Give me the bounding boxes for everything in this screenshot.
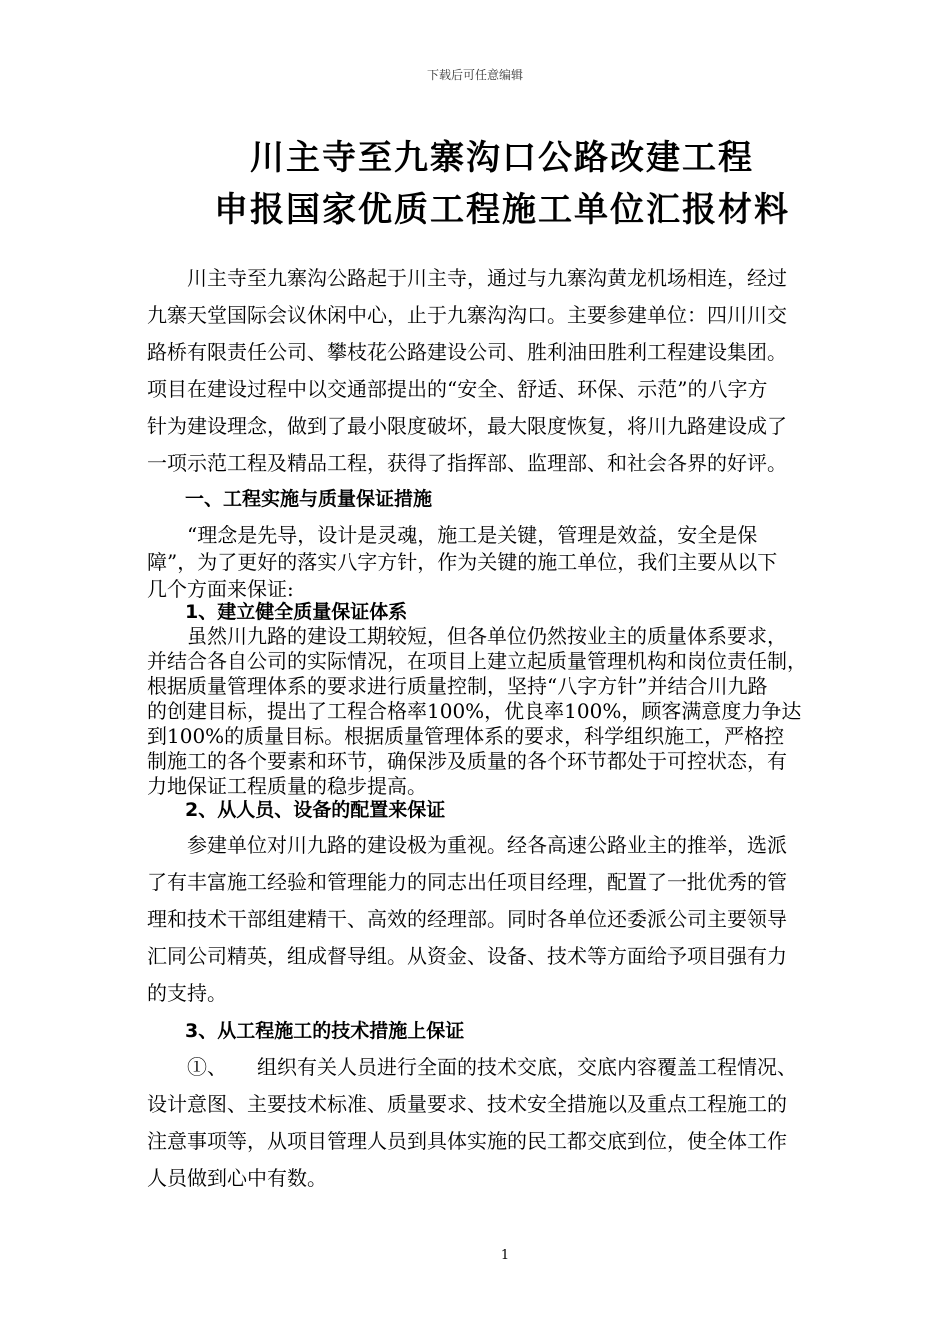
body-line: 理和技术干部组建精干、高效的经理部。同时各单位还委派公司主要领导: [147, 907, 787, 931]
subsection-heading: 2、从人员、设备的配置来保证: [147, 799, 446, 821]
body-line: 几个方面来保证:: [147, 577, 294, 601]
body-line: 汇同公司精英，组成督导组。从资金、设备、技术等方面给予项目强有力: [147, 944, 787, 968]
body-line: 参建单位对川九路的建设极为重视。经各高速公路业主的推举，选派: [147, 833, 787, 857]
body-line: 制施工的各个要素和环节，确保涉及质量的各个环节都处于可控状态，有: [147, 749, 787, 773]
body-line: 项目在建设过程中以交通部提出的“安全、舒适、环保、示范”的八字方: [147, 377, 768, 401]
body-line: 障”，为了更好的落实八字方针，作为关键的施工单位，我们主要从以下: [147, 550, 778, 574]
page-number: 1: [500, 1248, 510, 1263]
section-heading: 一、工程实施与质量保证措施: [147, 488, 433, 510]
body-line: ①、 组织有关人员进行全面的技术交底，交底内容覆盖工程情况、: [147, 1055, 797, 1079]
body-line: 虽然川九路的建设工期较短，但各单位仍然按业主的质量体系要求，: [147, 624, 787, 648]
document-title-line-1: 川主寺至九寨沟口公路改建工程: [250, 138, 754, 178]
body-line: 的创建目标，提出了工程合格率100%，优良率100%，顾客满意度力争达: [147, 699, 802, 723]
body-line: 了有丰富施工经验和管理能力的同志出任项目经理，配置了一批优秀的管: [147, 870, 787, 894]
body-line: 针为建设理念，做到了最小限度破坏，最大限度恢复，将川九路建设成了: [147, 414, 787, 438]
subsection-heading: 3、从工程施工的技术措施上保证: [147, 1020, 465, 1042]
body-line: 川主寺至九寨沟公路起于川主寺，通过与九寨沟黄龙机场相连，经过: [147, 266, 787, 290]
header-note: 下载后可任意编辑: [426, 68, 523, 82]
body-line: 一项示范工程及精品工程，获得了指挥部、监理部、和社会各界的好评。: [147, 451, 787, 475]
body-line: 人员做到心中有数。: [147, 1166, 327, 1190]
body-line: 到100%的质量目标。根据质量管理体系的要求，科学组织施工，严格控: [147, 724, 785, 748]
body-line: 并结合各自公司的实际情况，在项目上建立起质量管理机构和岗位责任制，: [147, 649, 807, 673]
body-line: 的支持。: [147, 981, 227, 1005]
body-line: 力地保证工程质量的稳步提高。: [147, 774, 427, 798]
body-line: 九寨天堂国际会议休闲中心，止于九寨沟沟口。主要参建单位：四川川交: [147, 303, 787, 327]
document-title-line-2: 申报国家优质工程施工单位汇报材料: [214, 190, 790, 230]
body-line: 路桥有限责任公司、攀枝花公路建设公司、胜利油田胜利工程建设集团。: [147, 340, 787, 364]
body-line: 注意事项等，从项目管理人员到具体实施的民工都交底到位，使全体工作: [147, 1129, 787, 1153]
body-line: 设计意图、主要技术标准、质量要求、技术安全措施以及重点工程施工的: [147, 1092, 787, 1116]
subsection-heading: 1、建立健全质量保证体系: [147, 601, 408, 623]
body-line: “理念是先导，设计是灵魂，施工是关键，管理是效益，安全是保: [147, 523, 758, 547]
body-line: 根据质量管理体系的要求进行质量控制，坚持“八字方针”并结合川九路: [147, 674, 768, 698]
